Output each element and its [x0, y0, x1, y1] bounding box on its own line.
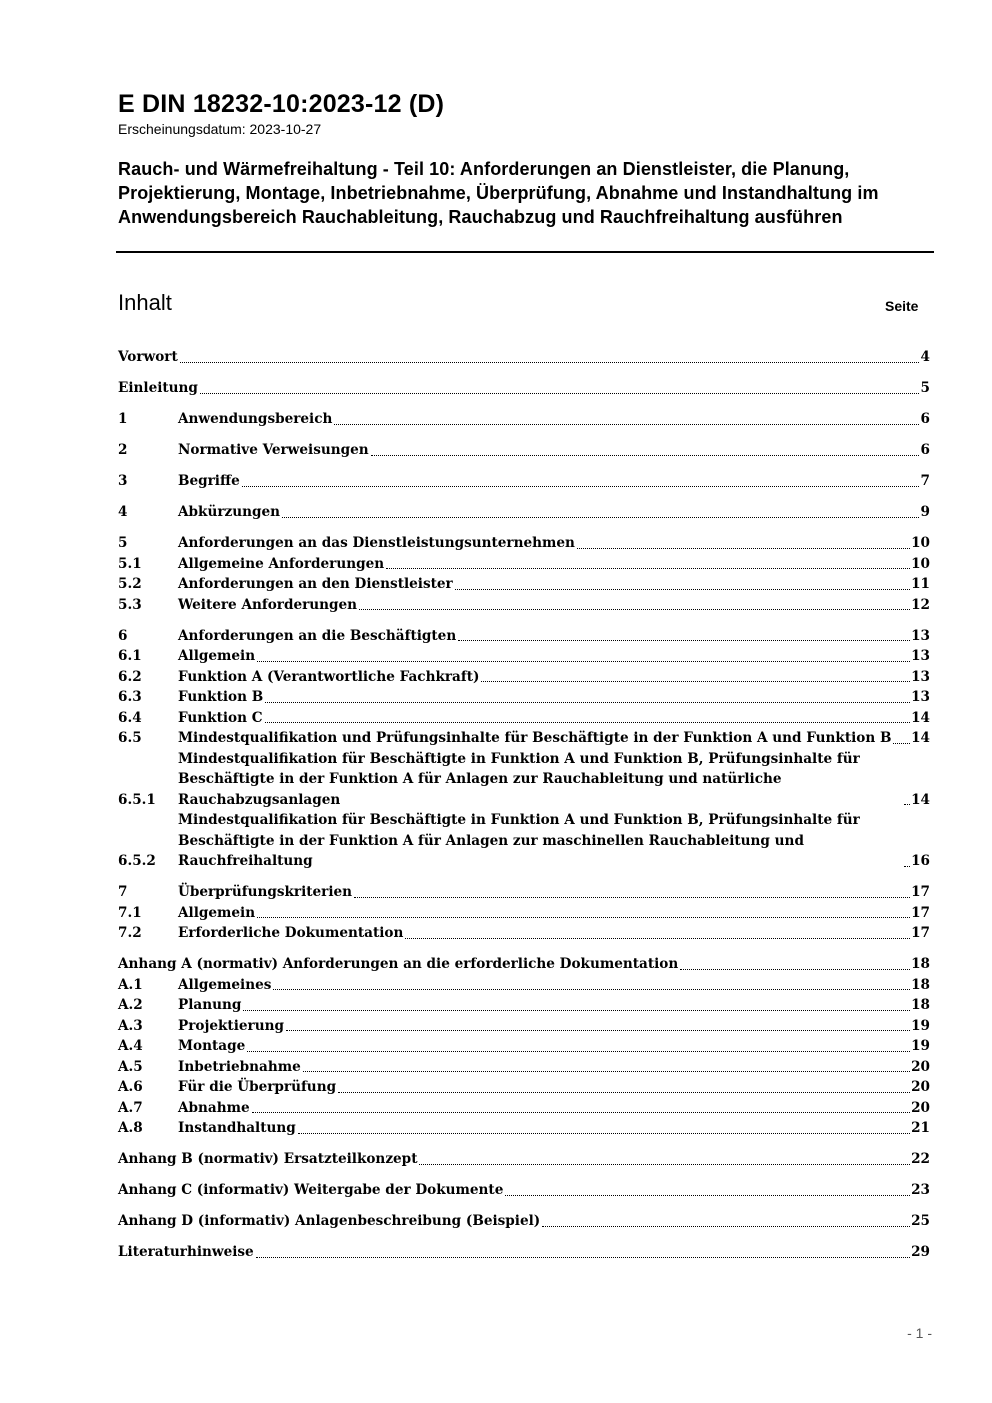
toc-entry[interactable] [118, 1211, 930, 1232]
toc-group [118, 626, 930, 872]
toc-group [118, 954, 930, 1139]
publication-date: Erscheinungsdatum: 2023-10-27 [118, 121, 322, 137]
toc-entry-title: Anforderungen an den Dienstleister [178, 576, 453, 592]
toc-entry[interactable] [118, 347, 930, 368]
toc-entry-number: 6.5 [118, 730, 142, 746]
toc-entry-number: 6.2 [118, 668, 142, 685]
toc-entry[interactable] [118, 975, 930, 996]
toc-entry-number: 7.2 [118, 925, 142, 941]
toc-entry-title: Inbetriebnahme [178, 1058, 301, 1075]
toc-entry-page: 5 [920, 380, 930, 396]
toc-entry-page: 17 [911, 925, 930, 941]
toc-entry-number: A.2 [118, 997, 143, 1013]
toc-entry[interactable] [118, 923, 930, 944]
toc-entry-title: Mindestqualifikation und Prüfungsinhalte für Beschäftigte in der Funktion A und Funktion B [178, 730, 892, 746]
toc-entry-page: 17 [911, 884, 930, 900]
toc-entry[interactable] [118, 471, 930, 492]
toc-entry-page: 19 [911, 1017, 930, 1034]
toc-entry[interactable] [118, 954, 930, 975]
page-number: - 1 - [907, 1325, 932, 1341]
toc-entry-title: Einleitung [118, 380, 198, 396]
toc-entry-page: 29 [911, 1244, 930, 1260]
toc-entry-page: 6 [920, 411, 930, 427]
toc-entry-title: Normative Verweisungen [178, 442, 369, 458]
toc-entry-page: 6 [920, 442, 930, 458]
dot-leader [455, 589, 910, 590]
page-column-label: Seite [885, 298, 919, 314]
toc-group [118, 409, 930, 430]
toc-entry-title: Anhang B (normativ) Ersatzteilkonzept [118, 1151, 418, 1167]
toc-entry-title: Überprüfungskriterien [178, 884, 353, 900]
toc-entry-number: 5.1 [118, 555, 142, 572]
toc-entry-page: 13 [911, 689, 930, 705]
toc-group [118, 378, 930, 399]
toc-entry[interactable] [118, 409, 930, 430]
toc-entry-number: 6.4 [118, 709, 142, 726]
dot-leader [265, 722, 911, 723]
toc-entry-title: Allgemein [178, 904, 256, 921]
toc-entry[interactable] [118, 1118, 930, 1139]
toc-entry-number: A.8 [118, 1120, 143, 1136]
toc-entry-page: 13 [911, 648, 930, 664]
toc-entry[interactable] [118, 1149, 930, 1170]
dot-leader [359, 609, 910, 610]
toc-entry-number: 7 [118, 884, 128, 900]
toc-entry-page: 12 [911, 596, 930, 613]
toc-entry-page: 7 [920, 473, 930, 489]
toc-entry-page: 18 [911, 997, 930, 1013]
toc-group [118, 502, 930, 523]
toc-entry-page: 10 [911, 535, 930, 551]
dot-leader [303, 1071, 910, 1072]
dot-leader [354, 897, 910, 898]
toc-group [118, 471, 930, 492]
dot-leader [577, 548, 910, 549]
toc-entry-page: 4 [920, 349, 930, 365]
toc-entry-page: 14 [911, 709, 930, 726]
toc-entry-number: 3 [118, 473, 128, 489]
toc-entry-number: A.3 [118, 1017, 143, 1034]
toc-group [118, 882, 930, 944]
toc-entry[interactable] [118, 502, 930, 523]
toc-entry-number: 5.2 [118, 576, 142, 592]
toc-entry-page: 19 [911, 1038, 930, 1054]
dot-leader [180, 362, 919, 363]
toc-entry-title: Planung [178, 997, 242, 1013]
dot-leader [904, 804, 910, 805]
toc-entry-page: 23 [911, 1182, 930, 1198]
toc-entry-number: 2 [118, 442, 128, 458]
toc-entry-title: Anforderungen an die Beschäftigten [178, 627, 457, 644]
toc-entry-page: 11 [911, 576, 930, 592]
dot-leader [893, 743, 910, 744]
toc-entry-title: Literaturhinweise [118, 1244, 254, 1260]
toc-entry[interactable] [118, 667, 930, 688]
toc-entry[interactable] [118, 728, 930, 749]
toc-entry-title: Anwendungsbereich [178, 411, 333, 427]
toc-entry-page: 9 [920, 504, 930, 520]
toc-entry-number: 5.3 [118, 596, 142, 613]
dot-leader [386, 568, 910, 569]
dot-leader [334, 424, 919, 425]
toc-group [118, 440, 930, 461]
toc-entry-number: 6.3 [118, 689, 142, 705]
toc-entry[interactable] [118, 903, 930, 924]
toc-entry[interactable] [118, 1036, 930, 1057]
toc-entry-title: Abkürzungen [178, 504, 281, 520]
toc-entry-title: Weitere Anforderungen [178, 596, 358, 613]
toc-entry-number: A.5 [118, 1058, 143, 1075]
dot-leader [298, 1133, 910, 1134]
dot-leader [419, 1164, 910, 1165]
toc-group [118, 1242, 930, 1263]
toc-group [118, 1211, 930, 1232]
toc-entry[interactable] [118, 595, 930, 616]
toc-entry-title: Instandhaltung [178, 1120, 296, 1136]
toc-entry[interactable] [118, 440, 930, 461]
toc-entry[interactable] [118, 687, 930, 708]
toc-entry[interactable] [118, 749, 930, 811]
toc-entry-number: A.6 [118, 1079, 143, 1095]
toc-entry[interactable] [118, 646, 930, 667]
toc-entry-title: Abnahme [178, 1099, 250, 1116]
toc-entry[interactable] [118, 1016, 930, 1037]
toc-entry-title: Funktion A (Verantwortliche Fachkraft) [178, 668, 480, 685]
toc-entry-title: Anhang D (informativ) Anlagenbeschreibung (Beispiel) [118, 1213, 541, 1229]
toc-entry-title: Projektierung [178, 1017, 284, 1034]
toc-entry-number: 6.5.2 [118, 853, 156, 869]
dot-leader [371, 455, 919, 456]
table-of-contents [118, 347, 930, 1273]
toc-entry-page: 10 [911, 555, 930, 572]
toc-entry[interactable] [118, 574, 930, 595]
toc-group [118, 533, 930, 615]
toc-entry-page: 20 [911, 1058, 930, 1075]
toc-entry[interactable] [118, 1077, 930, 1098]
toc-entry-title: Montage [178, 1038, 246, 1054]
toc-entry-page: 14 [911, 791, 930, 808]
dot-leader [252, 1112, 910, 1113]
toc-entry-number: 5 [118, 535, 128, 551]
toc-entry-page: 22 [911, 1151, 930, 1167]
dot-leader [242, 486, 919, 487]
dot-leader [542, 1226, 910, 1227]
toc-entry-page: 20 [911, 1099, 930, 1116]
dot-leader [505, 1195, 910, 1196]
toc-entry-title: Vorwort [118, 349, 178, 365]
toc-entry[interactable] [118, 882, 930, 903]
dot-leader [286, 1030, 910, 1031]
toc-entry-title: Funktion B [178, 689, 264, 705]
toc-entry-title: Allgemein [178, 648, 256, 664]
dot-leader [256, 1257, 910, 1258]
toc-entry[interactable] [118, 1242, 930, 1263]
dot-leader [904, 866, 910, 867]
toc-entry-page: 13 [911, 627, 930, 644]
dot-leader [200, 393, 919, 394]
dot-leader [481, 681, 910, 682]
document-code: E DIN 18232-10:2023-12 (D) [118, 90, 445, 118]
toc-entry[interactable] [118, 708, 930, 729]
toc-entry-page: 20 [911, 1079, 930, 1095]
toc-entry-number: A.1 [118, 976, 143, 993]
toc-entry-title: Allgemeine Anforderungen [178, 555, 385, 572]
toc-entry-number: 1 [118, 411, 128, 427]
toc-entry[interactable] [118, 533, 930, 554]
toc-entry-title: Mindestqualifikation für Beschäftigte in Funktion A und Funktion B, Prüfungsinhalte für Beschäftigte in der Funktion A für Anlagen zur maschinellen Rauchableitung und Rauchfreihaltung [178, 812, 860, 869]
dot-leader [257, 917, 910, 918]
toc-entry-number: 6.5.1 [118, 791, 156, 808]
toc-entry[interactable] [118, 626, 930, 647]
dot-leader [282, 517, 919, 518]
toc-entry-title: Funktion C [178, 709, 263, 726]
dot-leader [257, 661, 910, 662]
dot-leader [338, 1092, 910, 1093]
toc-entry-number: 4 [118, 504, 128, 520]
dot-leader [243, 1010, 910, 1011]
toc-entry[interactable] [118, 995, 930, 1016]
dot-leader [265, 702, 910, 703]
toc-entry[interactable] [118, 1180, 930, 1201]
toc-entry-number: A.7 [118, 1099, 143, 1116]
dot-leader [405, 938, 910, 939]
toc-entry-title: Anhang A (normativ) Anforderungen an die erforderliche Dokumentation [118, 956, 679, 972]
document-title: Rauch- und Wärmefreihaltung - Teil 10: Anforderungen an Dienstleister, die Planung, Projektierung, Montage, Inbetriebnahme, Überprüfung, Abnahme und Instandhaltung im Anwendungsbereich Rauchableitung, Rauchabzug und Rauchfreihaltung ausführen [118, 159, 879, 227]
toc-entry[interactable] [118, 810, 930, 872]
toc-entry-number: A.4 [118, 1038, 143, 1054]
toc-entry-number: 6.1 [118, 648, 142, 664]
toc-entry-title: Erforderliche Dokumentation [178, 925, 404, 941]
toc-entry-title: Anhang C (informativ) Weitergabe der Dokumente [118, 1182, 504, 1198]
toc-entry[interactable] [118, 1098, 930, 1119]
toc-entry[interactable] [118, 1057, 930, 1078]
toc-group [118, 347, 930, 368]
toc-entry-page: 16 [911, 853, 930, 869]
toc-entry-title: Allgemeines [178, 976, 272, 993]
toc-entry-page: 14 [911, 730, 930, 746]
toc-entry-title: Für die Überprüfung [178, 1079, 337, 1095]
toc-entry-title: Anforderungen an das Dienstleistungsunternehmen [178, 535, 575, 551]
dot-leader [680, 969, 910, 970]
toc-entry-page: 21 [911, 1120, 930, 1136]
toc-entry[interactable] [118, 554, 930, 575]
toc-entry-page: 18 [911, 956, 930, 972]
toc-entry-page: 25 [911, 1213, 930, 1229]
toc-group [118, 1149, 930, 1170]
toc-entry-page: 13 [911, 668, 930, 685]
toc-heading: Inhalt [118, 290, 172, 315]
toc-entry-page: 18 [911, 976, 930, 993]
toc-group [118, 1180, 930, 1201]
dot-leader [273, 989, 910, 990]
toc-entry[interactable] [118, 378, 930, 399]
toc-entry-number: 7.1 [118, 904, 142, 921]
dot-leader [247, 1051, 910, 1052]
toc-entry-title: Begriffe [178, 473, 240, 489]
dot-leader [458, 640, 910, 641]
title-divider [116, 251, 934, 253]
toc-entry-number: 6 [118, 627, 128, 644]
toc-entry-page: 17 [911, 904, 930, 921]
toc-entry-title: Mindestqualifikation für Beschäftigte in Funktion A und Funktion B, Prüfungsinhalte für Beschäftigte in der Funktion A für Anlagen zur Rauchableitung und natürliche Rauchabzugsanlagen [178, 750, 860, 808]
